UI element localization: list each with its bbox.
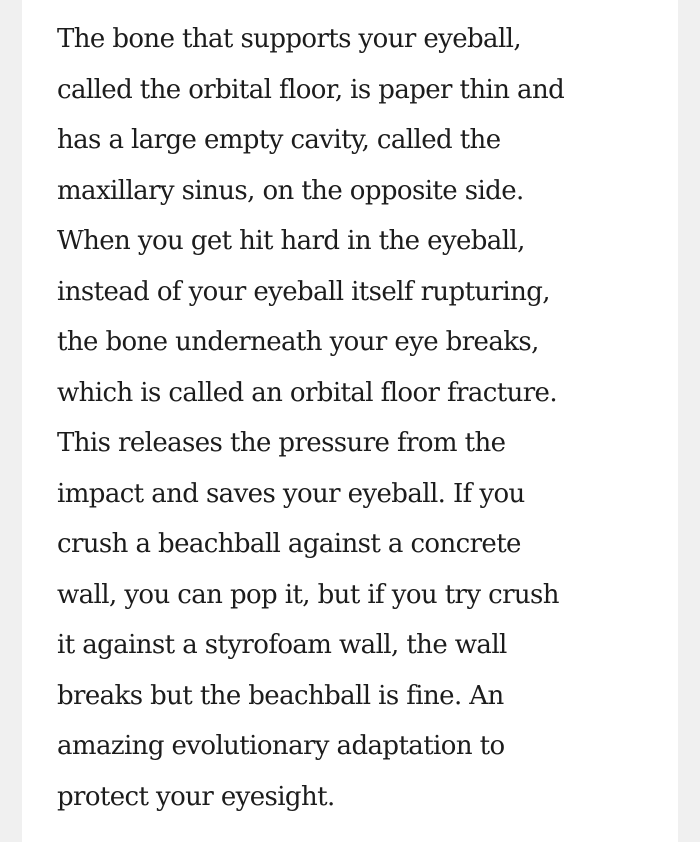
post-body-text: The bone that supports your eyeball, called the orbital floor, is paper thin and has a large empty cavity, called the maxillary sinus, on the opposite side. When you get hit hard in the eyeball, instead of your eyeball itself rupturing, the bone underneath your eye breaks, which is called an orbital floor fracture. This releases the pressure from the impact and saves your eyeball. If you crush a beachball against a concrete wall, you can pop it, but if you try crush it against a styrofoam wall, the wall breaks but the beachball is fine. An amazing evolutionary adaptation to protect your eyesight. — [57, 24, 565, 812]
post-card — [22, 0, 678, 842]
